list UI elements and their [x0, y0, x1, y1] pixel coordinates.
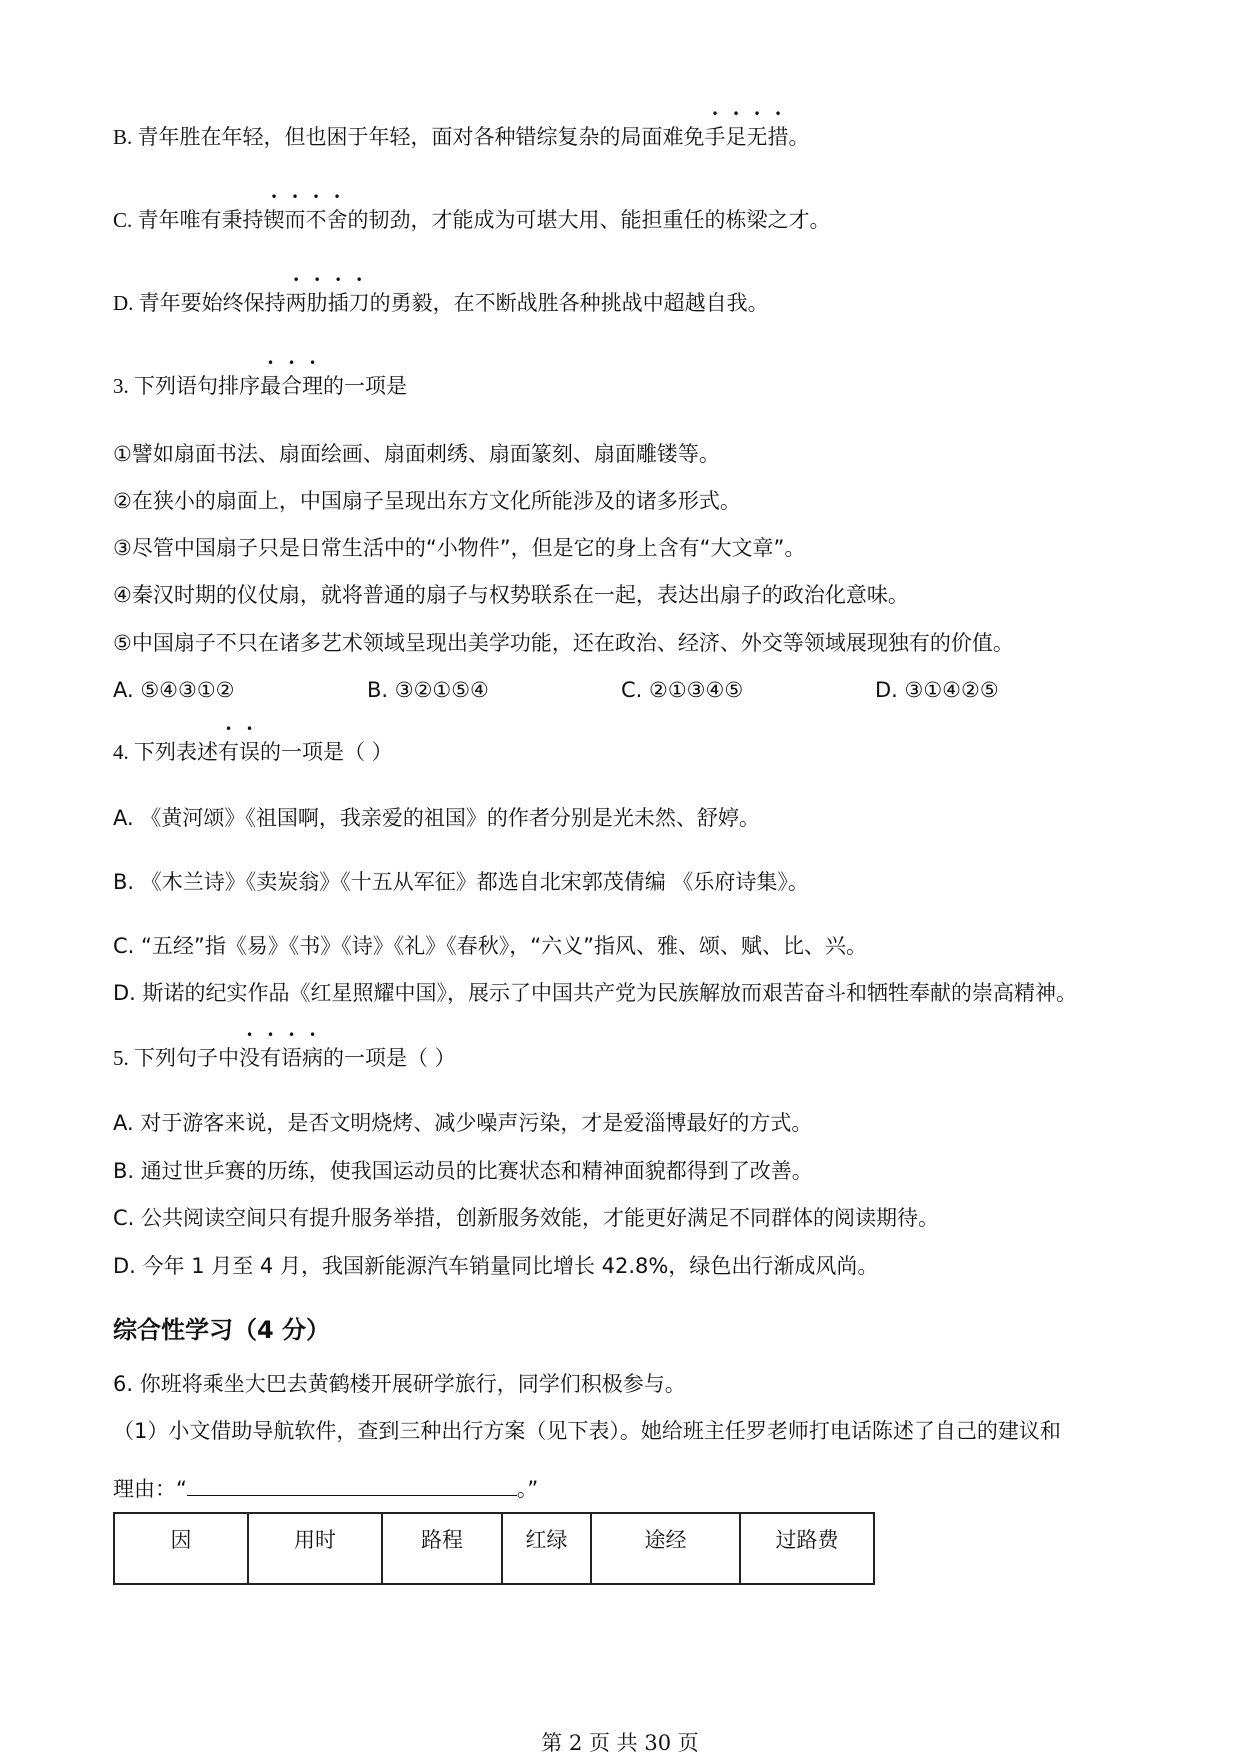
page-footer: 第 2 页 共 30 页	[541, 1731, 699, 1755]
answer-blank[interactable]	[187, 1473, 517, 1496]
emphasis-char: 误	[239, 740, 260, 764]
emphasis-char: 理	[302, 374, 323, 398]
q6-sub1: （1）小文借助导航软件，查到三种出行方案（见下表）。她给班主任罗老师打电话陈述了自己的建议和	[113, 1419, 1061, 1443]
emphasis-char: 插	[327, 291, 349, 315]
table-header-cell: 路程	[382, 1513, 502, 1584]
emphasis-char: 有	[218, 740, 239, 764]
emphasis-text	[239, 1046, 323, 1070]
emphasis-char: 病	[302, 1046, 323, 1070]
q3-sentence-3: ③尽管中国扇子只是日常生活中的“小物件”，但是它的身上含有“大文章”。	[113, 536, 806, 560]
emphasis-char: 足	[725, 125, 747, 149]
emphasis-char: 而	[284, 208, 306, 232]
q3-sentence-4: ④秦汉时期的仪仗扇，就将普通的扇子与权势联系在一起，表达出扇子的政治化意味。	[113, 583, 909, 607]
emphasis-char: 舍	[326, 208, 348, 232]
q3-sentence-1: ①譬如扇面书法、扇面绘画、扇面刺绣、扇面篆刻、扇面雕镂等。	[113, 442, 720, 466]
emphasis-char: 最	[260, 374, 281, 398]
q4-option-d: D. 斯诺的纪实作品《红星照耀中国》，展示了中国共产党为民族解放而艰苦奋斗和牺牲奉献的崇高精神。	[113, 981, 1078, 1005]
table-header-cell: 途经	[591, 1513, 740, 1584]
q5-stem: 5. 下列句子中没有语病的一项是（ ）	[113, 1046, 456, 1070]
q3-sentence-2: ②在狭小的扇面上，中国扇子呈现出东方文化所能涉及的诸多形式。	[113, 489, 741, 513]
q3-stem: 3. 下列语句排序最合理的一项是	[113, 374, 407, 398]
q5-option-b: B. 通过世乒赛的历练，使我国运动员的比赛状态和精神面貌都得到了改善。	[113, 1159, 813, 1183]
q3-options	[113, 676, 1113, 704]
table-header-cell: 用时	[248, 1513, 382, 1584]
emphasis-char: 不	[305, 208, 327, 232]
q2-option-c: C. 青年唯有秉持锲而不舍的韧劲，才能成为可堪大用、能担重任的栋梁之才。	[113, 208, 831, 232]
q3-option-b: B. ③②①⑤④	[367, 678, 489, 702]
q3-option-d: D. ③①④②⑤	[875, 678, 999, 702]
emphasis-text	[218, 740, 260, 764]
q4-stem: 4. 下列表述有误的一项是（ ）	[113, 740, 393, 764]
travel-plan-table	[113, 1512, 875, 1585]
emphasis-char: 刀	[348, 291, 370, 315]
q5-option-d: D. 今年 1 月至 4 月，我国新能源汽车销量同比增长 42.8%，绿色出行渐成风尚。	[113, 1254, 879, 1278]
emphasis-char: 没	[239, 1046, 260, 1070]
q5-option-a: A. 对于游客来说，是否文明烧烤、减少噪声污染，才是爱淄博最好的方式。	[113, 1111, 813, 1135]
q4-option-b: B. 《木兰诗》《卖炭翁》《十五从军征》都选自北宋郭茂倩编 《乐府诗集》。	[113, 870, 809, 894]
q3-sentence-5: ⑤中国扇子不只在诸多艺术领域呈现出美学功能，还在政治、经济、外交等领域展现独有的价值。	[113, 631, 1014, 655]
q2-option-b: B. 青年胜在年轻，但也困于年轻，面对各种错综复杂的局面难免手足无措。	[113, 125, 810, 149]
table-header-cell: 红绿	[502, 1513, 591, 1584]
emphasis-char: 语	[281, 1046, 302, 1070]
emphasis-char: 措	[767, 125, 789, 149]
emphasis-text	[705, 125, 789, 149]
emphasis-char: 有	[260, 1046, 281, 1070]
q3-option-c: C. ②①③④⑤	[621, 678, 744, 702]
emphasis-text	[286, 291, 370, 315]
q4-option-c: C. “五经”指《易》《书》《诗》《礼》《春秋》，“六义”指风、雅、颂、赋、比、兴。	[113, 934, 868, 958]
emphasis-char: 无	[746, 125, 768, 149]
emphasis-char: 手	[704, 125, 726, 149]
emphasis-char: 肋	[306, 291, 328, 315]
q6-stem: 6. 你班将乘坐大巴去黄鹤楼开展研学旅行，同学们积极参与。	[113, 1372, 686, 1396]
table-header-row	[114, 1513, 874, 1584]
emphasis-char: 合	[281, 374, 302, 398]
table-header-cell: 因	[114, 1513, 248, 1584]
emphasis-text	[260, 374, 323, 398]
q5-option-c: C. 公共阅读空间只有提升服务举措，创新服务效能，才能更好满足不同群体的阅读期待。	[113, 1206, 940, 1230]
emphasis-text	[264, 208, 348, 232]
q4-option-a: A. 《黄河颂》《祖国啊，我亲爱的祖国》的作者分别是光未然、舒婷。	[113, 806, 760, 830]
section-title: 综合性学习（4 分）	[113, 1316, 331, 1344]
emphasis-char: 锲	[263, 208, 285, 232]
q3-option-a: A. ⑤④③①②	[113, 678, 235, 702]
table-header-cell: 过路费	[740, 1513, 874, 1584]
q2-option-d: D. 青年要始终保持两肋插刀的勇毅，在不断战胜各种挑战中超越自我。	[113, 291, 769, 315]
q6-sub1-continued: 理由：“ 。”	[113, 1473, 538, 1503]
emphasis-char: 两	[285, 291, 307, 315]
